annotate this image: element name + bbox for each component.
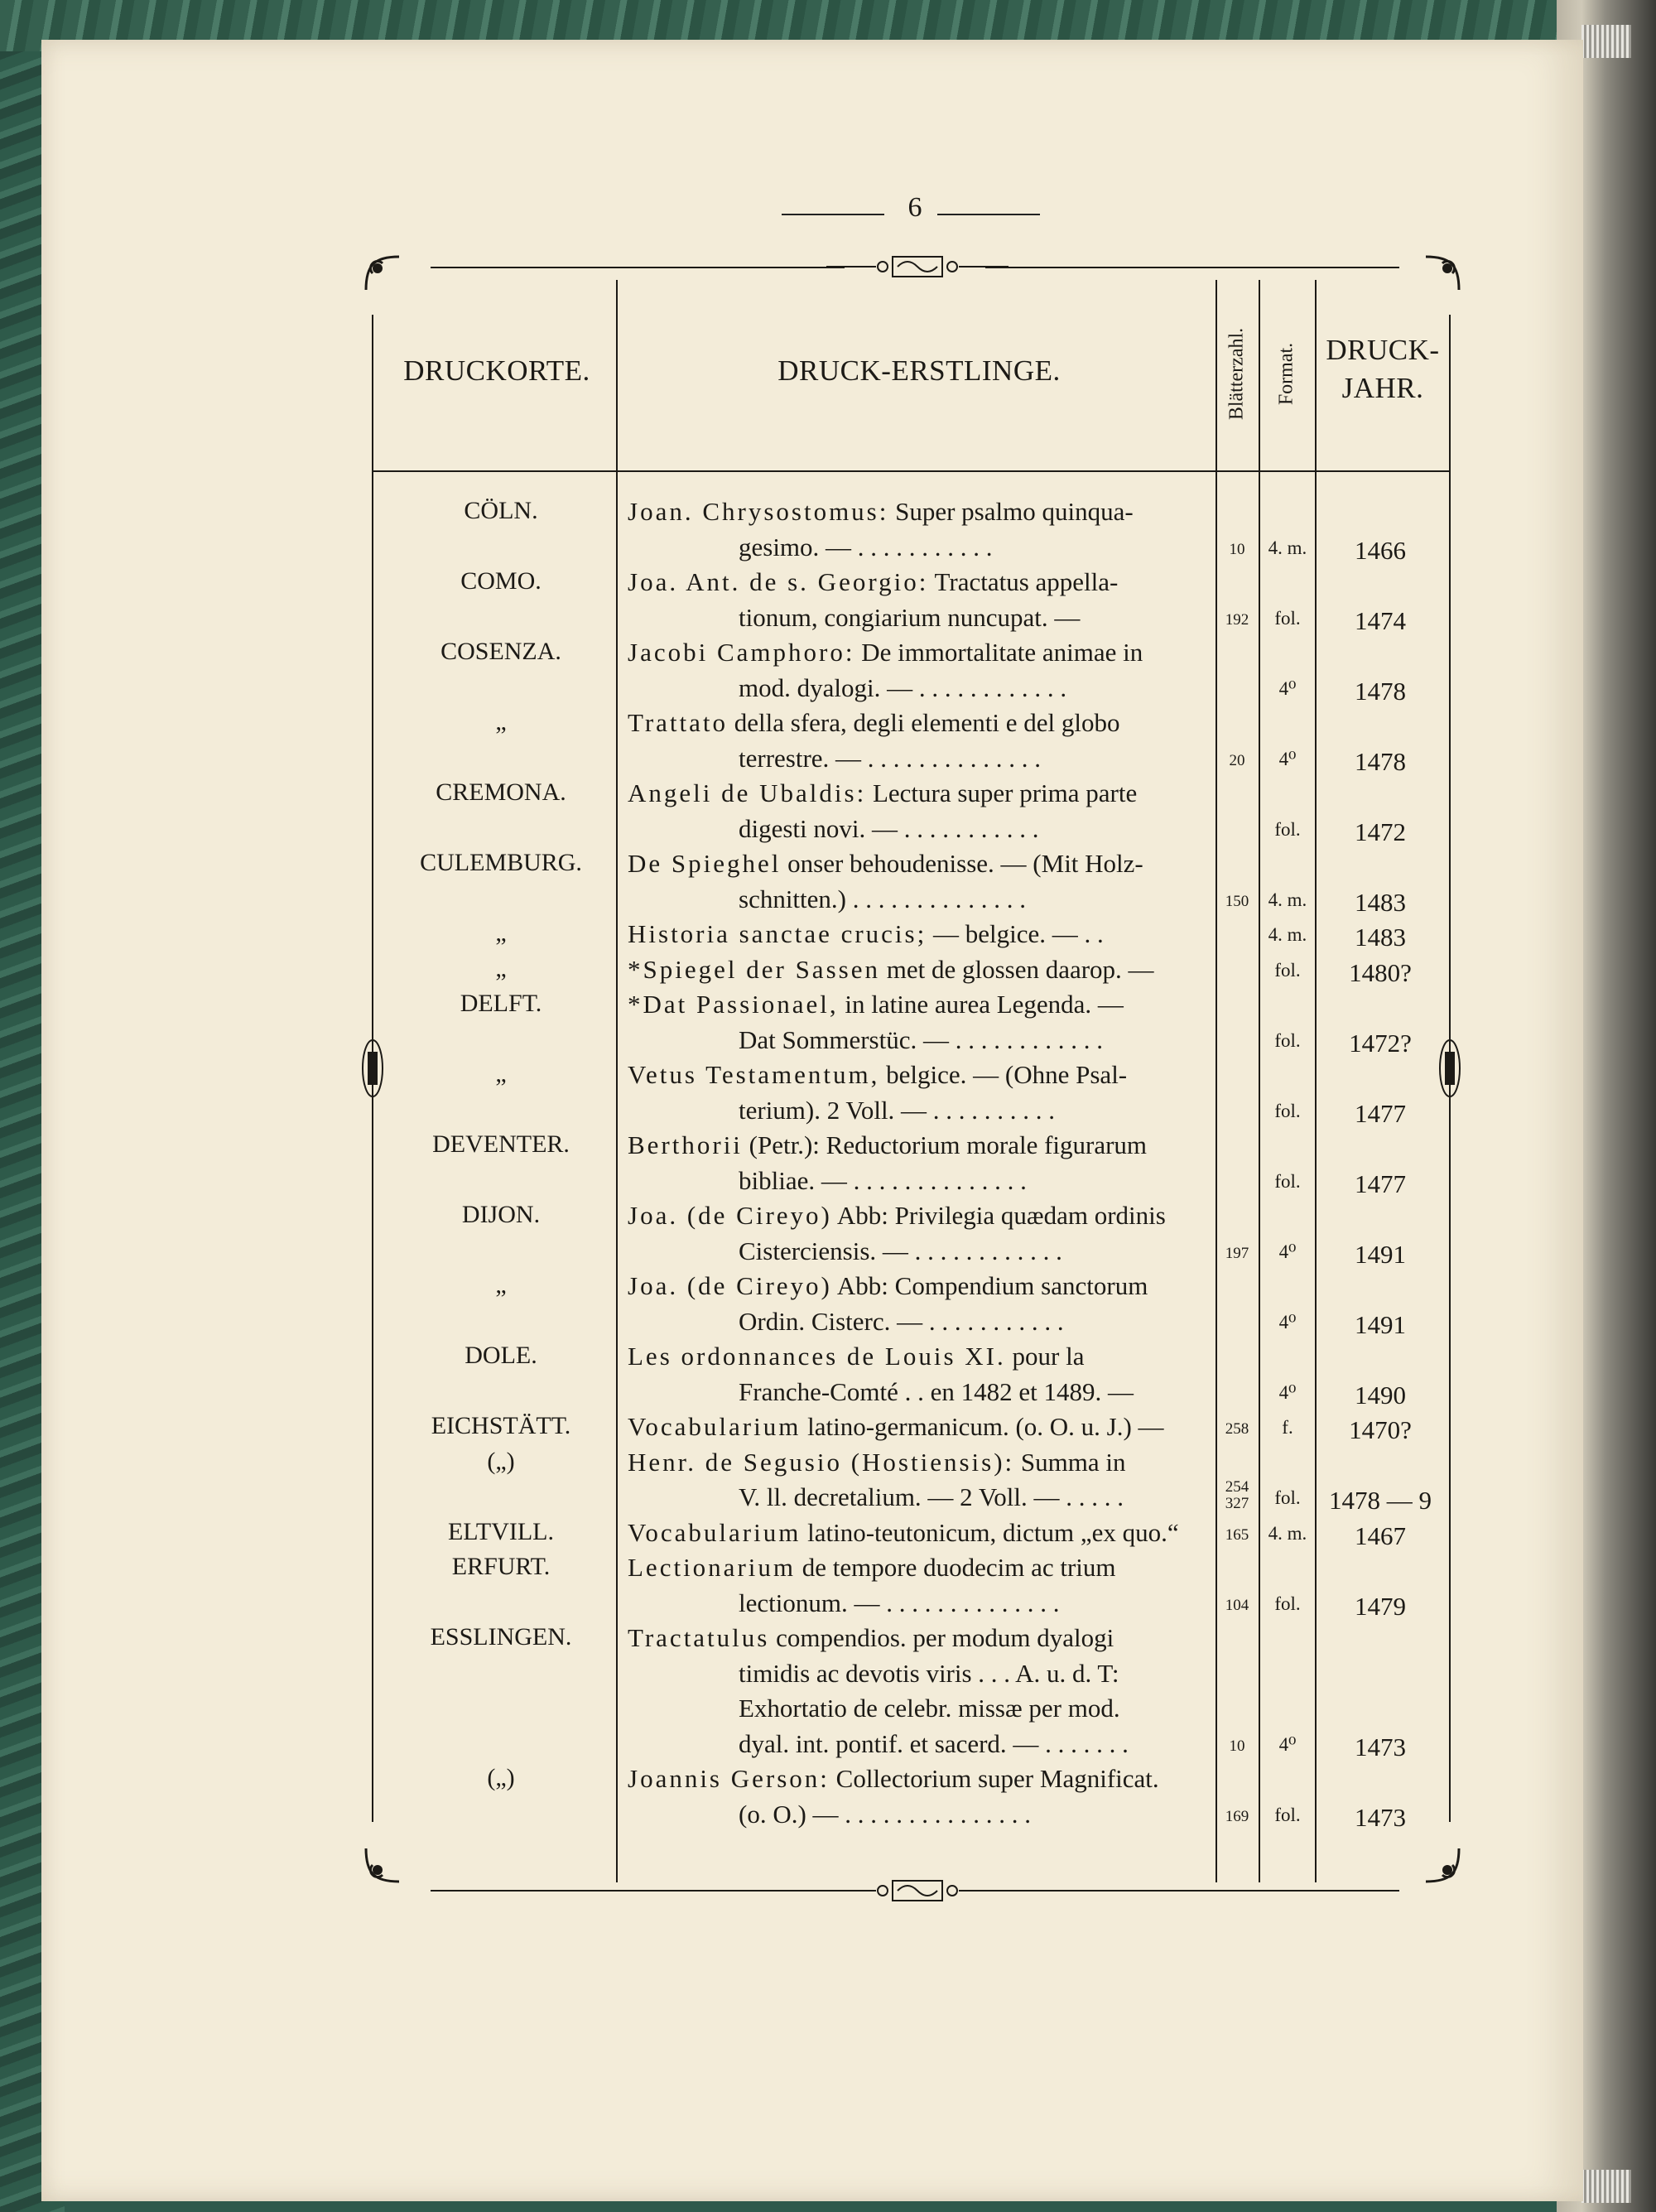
header-year-line1: DRUCK-: [1326, 334, 1440, 366]
header-place: DRUCKORTE.: [403, 354, 590, 387]
format-cell: 4⁰: [1278, 1241, 1297, 1262]
title-lead: Jacobi Camphoro:: [628, 638, 855, 667]
place-cell: („): [487, 1447, 515, 1475]
title-rest: belgice. — (Ohne Psal-: [879, 1060, 1128, 1089]
title-continuation: mod. dyalogi. — . . . . . . . . . . . .: [739, 672, 1067, 702]
format-cell: 4⁰: [1278, 748, 1297, 769]
format-cell: fol.: [1274, 607, 1301, 629]
title-rest: Abb: Compendium sanctorum: [831, 1271, 1148, 1300]
format-cell: 4. m.: [1268, 537, 1307, 558]
year-cell: 1478: [1355, 676, 1406, 706]
title-line: [628, 567, 1118, 597]
title-rest: onser behoudenisse. — (Mit Holz-: [781, 849, 1143, 878]
title-lead: *Spiegel der Sassen: [628, 954, 880, 984]
title-lead: Trattato: [628, 708, 729, 737]
title-line: [628, 919, 1104, 949]
leaves-cell: 150: [1225, 892, 1249, 910]
place-cell: „: [495, 1271, 507, 1299]
frame-top-rule: [985, 267, 1399, 268]
title-continuation: lectionum. — . . . . . . . . . . . . . .: [739, 1588, 1060, 1617]
title-line: [628, 1271, 1148, 1301]
year-cell: 1473: [1355, 1802, 1406, 1832]
leaves-cell: 192: [1225, 610, 1249, 629]
frame-top-rule: [431, 267, 845, 268]
title-line: [628, 1518, 1179, 1548]
format-cell: fol.: [1274, 959, 1301, 981]
title-line: [628, 708, 1119, 738]
title-rest: Collectorium super Magnificat.: [829, 1764, 1159, 1793]
title-lead: Tractatulus: [628, 1623, 770, 1652]
frame-bottom-rule: [985, 1890, 1399, 1892]
year-cell: 1477: [1355, 1098, 1406, 1128]
title-rest: met de glossen daarop. —: [879, 954, 1154, 984]
place-cell: „: [495, 1060, 507, 1087]
title-continuation: dyal. int. pontif. et sacerd. — . . . . . . .: [739, 1728, 1129, 1758]
leaves-cell: 197: [1225, 1244, 1249, 1262]
place-cell: „: [495, 708, 507, 735]
format-cell: 4⁰: [1278, 1733, 1297, 1755]
leaves-cell: 327: [1225, 1495, 1249, 1512]
title-lead: Vocabularium: [628, 1412, 802, 1441]
format-cell: fol.: [1274, 1170, 1301, 1192]
title-line: [628, 955, 1154, 985]
title-line: [628, 990, 1124, 1019]
page-number-rule-left: [782, 214, 884, 215]
title-lead: Vetus Testamentum,: [628, 1060, 880, 1089]
header-title: DRUCK-ERSTLINGE.: [777, 354, 1061, 387]
column-divider: [1259, 280, 1260, 1882]
place-cell: EICHSTÄTT.: [431, 1412, 571, 1439]
place-cell: COMO.: [460, 567, 542, 595]
title-lead: Joannis Gerson:: [628, 1764, 830, 1793]
place-cell: „: [495, 954, 507, 982]
corner-ornament-icon: [1418, 1840, 1467, 1890]
title-lead: Joan. Chrysostomus:: [628, 497, 889, 526]
title-rest: de tempore duodecim ac trium: [796, 1553, 1116, 1582]
title-continuation: digesti novi. — . . . . . . . . . . .: [739, 813, 1039, 843]
format-cell: f.: [1282, 1417, 1293, 1438]
title-lead: Joa. Ant. de s. Georgio:: [628, 567, 929, 596]
title-continuation: timidis ac devotis viris . . . A. u. d. T:: [739, 1658, 1119, 1688]
leaves-cell: 254: [1225, 1478, 1249, 1496]
title-rest: — belgice. — . .: [927, 919, 1104, 948]
leaves-cell: 169: [1225, 1807, 1249, 1825]
year-cell: 1477: [1355, 1169, 1406, 1198]
format-cell: fol.: [1274, 818, 1301, 840]
title-rest: Lectura super prima parte: [866, 778, 1138, 807]
title-lead: Les ordonnances de Louis XI.: [628, 1342, 1006, 1371]
title-line: [628, 1342, 1084, 1371]
column-divider: [1216, 280, 1217, 1882]
title-lead: Joa. (de Cireyo): [628, 1271, 832, 1300]
format-cell: fol.: [1274, 1100, 1301, 1121]
title-rest: compendios. per modum dyalogi: [769, 1623, 1114, 1652]
format-cell: 4⁰: [1278, 677, 1297, 699]
format-cell: 4⁰: [1278, 1311, 1297, 1333]
title-lead: Berthorii: [628, 1130, 743, 1159]
title-line: [628, 1764, 1159, 1794]
title-rest: (Petr.): Reductorium morale figurarum: [742, 1130, 1148, 1159]
title-rest: latino-teutonicum, dictum „ex quo.“: [801, 1517, 1179, 1547]
place-cell: CREMONA.: [436, 778, 566, 806]
title-line: [628, 1060, 1127, 1090]
place-cell: CULEMBURG.: [420, 849, 582, 876]
leaves-cell: 20: [1229, 751, 1245, 769]
binding-thread: [1581, 2170, 1631, 2203]
title-lead: *Dat Passionael,: [628, 990, 839, 1019]
year-cell: 1478: [1355, 746, 1406, 776]
year-cell: 1491: [1355, 1309, 1406, 1339]
title-continuation: terium). 2 Voll. — . . . . . . . . . .: [739, 1095, 1056, 1125]
title-line: [628, 849, 1143, 879]
title-continuation: Ordin. Cisterc. — . . . . . . . . . . .: [739, 1306, 1064, 1336]
format-cell: 4. m.: [1268, 924, 1307, 945]
place-cell: DEVENTER.: [432, 1130, 570, 1158]
format-cell: 4⁰: [1278, 1381, 1297, 1403]
title-rest: Tractatus appella-: [928, 567, 1119, 596]
place-cell: CÖLN.: [464, 497, 538, 524]
format-cell: fol.: [1274, 1804, 1301, 1825]
place-cell: („): [487, 1764, 515, 1791]
title-rest: De immortalitate animae in: [854, 638, 1143, 667]
title-lead: Historia sanctae crucis;: [628, 919, 927, 948]
title-lead: Angeli de Ubaldis:: [628, 778, 867, 807]
title-rest: latino-germanicum. (o. O. u. J.) —: [801, 1412, 1164, 1441]
year-cell: 1472?: [1349, 1028, 1412, 1058]
format-cell: fol.: [1274, 1029, 1301, 1051]
title-line: [628, 1623, 1114, 1653]
format-cell: fol.: [1274, 1593, 1301, 1614]
place-cell: DELFT.: [460, 990, 542, 1017]
year-cell: 1473: [1355, 1732, 1406, 1761]
title-line: [628, 1553, 1116, 1583]
header-rule: [372, 470, 1451, 472]
title-line: [628, 1412, 1164, 1442]
title-continuation: Dat Sommerstüc. — . . . . . . . . . . . .: [739, 1024, 1103, 1054]
place-cell: ELTVILL.: [447, 1517, 555, 1545]
title-line: [628, 1448, 1125, 1477]
leaves-cell: 258: [1225, 1420, 1249, 1438]
title-rest: Super psalmo quinqua-: [888, 497, 1134, 526]
place-cell: ESSLINGEN.: [430, 1623, 572, 1651]
top-ornament: [826, 252, 1009, 282]
year-cell: 1483: [1355, 923, 1406, 952]
header-year-line2: JAHR.: [1341, 372, 1424, 404]
page-number: 6: [907, 192, 922, 223]
header-leaves: Blätterzahl.: [1225, 327, 1248, 421]
corner-ornament-icon: [358, 248, 407, 298]
title-continuation: V. ll. decretalium. — 2 Voll. — . . . . .: [739, 1482, 1124, 1511]
year-cell: 1474: [1355, 605, 1406, 635]
title-rest: pour la: [1005, 1342, 1085, 1371]
title-line: [628, 1130, 1147, 1160]
place-cell: COSENZA.: [440, 638, 561, 665]
place-cell: „: [495, 919, 507, 947]
year-cell: 1470?: [1349, 1415, 1412, 1444]
year-cell: 1479: [1355, 1591, 1406, 1621]
frame-bottom-rule: [431, 1890, 845, 1892]
corner-ornament-icon: [358, 1840, 407, 1890]
leaves-cell: 10: [1229, 540, 1245, 558]
leaves-cell: 165: [1225, 1525, 1249, 1544]
title-continuation: schnitten.) . . . . . . . . . . . . . .: [739, 884, 1026, 913]
corner-ornament-icon: [1418, 248, 1467, 298]
title-continuation: (o. O.) — . . . . . . . . . . . . . . .: [739, 1799, 1032, 1829]
title-lead: De Spieghel: [628, 849, 782, 878]
title-rest: in latine aurea Legenda. —: [838, 990, 1124, 1019]
place-cell: DIJON.: [461, 1201, 541, 1228]
year-cell: 1467: [1355, 1520, 1406, 1550]
leaves-cell: 10: [1229, 1737, 1245, 1755]
title-continuation: Exhortatio de celebr. missæ per mod.: [739, 1694, 1120, 1723]
title-rest: Abb: Privilegia quædam ordinis: [831, 1201, 1166, 1230]
title-rest: Summa in: [1014, 1447, 1126, 1477]
year-cell: 1466: [1355, 535, 1406, 565]
title-line: [628, 1201, 1166, 1231]
title-continuation: bibliae. — . . . . . . . . . . . . . .: [739, 1165, 1027, 1195]
title-line: [628, 638, 1143, 667]
title-lead: Vocabularium: [628, 1517, 802, 1547]
bottom-ornament: [826, 1876, 1009, 1906]
title-lead: Joa. (de Cireyo): [628, 1201, 832, 1230]
place-cell: DOLE.: [465, 1342, 537, 1369]
title-lead: Lectionarium: [628, 1553, 796, 1582]
binding-thread: [1581, 25, 1631, 58]
year-cell: 1483: [1355, 887, 1406, 917]
column-divider: [1315, 280, 1317, 1882]
title-continuation: terrestre. — . . . . . . . . . . . . . .: [739, 743, 1042, 773]
leaves-cell: 104: [1225, 1596, 1249, 1614]
year-cell: 1472: [1355, 817, 1406, 846]
year-cell: 1490: [1355, 1380, 1406, 1410]
title-lead: Henr. de Segusio (Hostiensis):: [628, 1447, 1015, 1477]
title-line: [628, 497, 1134, 527]
title-line: [628, 778, 1137, 808]
header-format: Format.: [1275, 342, 1297, 406]
header-year: [1317, 331, 1449, 407]
format-cell: 4. m.: [1268, 889, 1307, 910]
title-rest: della sfera, degli elementi e del globo: [728, 708, 1120, 737]
title-continuation: tionum, congiarium nuncupat. —: [739, 602, 1081, 632]
title-continuation: Cisterciensis. — . . . . . . . . . . . .: [739, 1236, 1062, 1265]
year-cell: 1480?: [1349, 957, 1412, 987]
year-cell: 1491: [1355, 1239, 1406, 1269]
page-number-rule-right: [937, 214, 1040, 215]
title-continuation: gesimo. — . . . . . . . . . . .: [739, 532, 993, 561]
year-cell: 1478 — 9: [1329, 1486, 1432, 1515]
format-cell: fol.: [1274, 1487, 1301, 1508]
place-cell: ERFURT.: [451, 1553, 551, 1580]
title-continuation: Franche-Comté . . en 1482 et 1489. —: [739, 1376, 1134, 1406]
format-cell: 4. m.: [1268, 1522, 1307, 1544]
